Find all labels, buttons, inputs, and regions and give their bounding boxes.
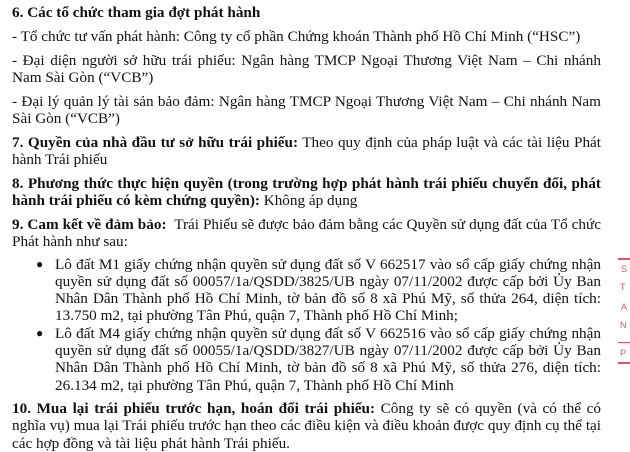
section-6-heading: 6. Các tổ chức tham gia đợt phát hành — [12, 4, 261, 21]
section-6 — [12, 4, 601, 127]
section-6-item-collateral-agent: - Đại lý quản lý tài sản bảo đảm: Ngân hàng TMCP Ngoại Thương Việt Nam – Chi nhánh Nam Sài Gòn (“VCB”) — [12, 92, 601, 127]
bullet-icon: ● — [36, 325, 44, 340]
stamp-letter: P — [620, 348, 627, 358]
section-10-text: Công ty sẽ có quyền (và có thể có nghĩa vụ) mua lại Trái phiếu trước hạn theo các điều kiện và điều khoản được quy định cụ thể tại các hợp đồng và tài liệu phát hành Trái phiếu. — [12, 399, 601, 452]
section-7 — [12, 134, 601, 169]
section-10-label: 10. Mua lại trái phiếu trước hạn, hoán đổi trái phiếu: — [12, 399, 376, 417]
section-8 — [12, 175, 601, 210]
stamp-letter: T — [620, 282, 626, 292]
collateral-item-m1: Lô đất M1 giấy chứng nhận quyền sử dụng đất số V 662517 vào sổ cấp giấy chứng nhận quyền sử dụng đất số 00057/1a/QSDD/3825/UB ngày 07/11/2002 được cấp bởi Ủy Ban Nhân Dân Thành phố Hồ Chí Minh, tờ bản đồ số 8 xã Phú Mỹ, số thửa 264, diện tích: 13.750 m2, tại phường Tân Phú, quận 7, Thành phố Hồ Chí Minh; — [55, 255, 601, 325]
section-6-item-bondholder-rep: - Đại diện người sở hữu trái phiếu: Ngân hàng TMCP Ngoại Thương Việt Nam – Chi nhánh Nam Sài Gòn (“VCB”) — [12, 51, 601, 86]
section-10 — [12, 400, 601, 452]
section-7-label: 7. Quyền của nhà đầu tư sở hữu trái phiếu: — [12, 133, 299, 151]
stamp-line — [618, 258, 630, 260]
section-9-label: 9. Cam kết về đảm bảo: — [12, 215, 167, 233]
section-8-text: Không áp dụng — [259, 192, 358, 210]
section-7-text: Theo quy định của pháp luật và các tài liệu Phát hành Trái phiếu — [12, 133, 601, 169]
section-9 — [12, 215, 605, 251]
stamp-letter: S — [621, 264, 628, 274]
stamp-letter: N — [620, 320, 627, 330]
stamp-line — [618, 362, 630, 364]
collateral-item-m4: Lô đất M4 giấy chứng nhận quyền sử dụng đất số V 662516 vào sổ cấp giấy chứng nhận quyền sử dụng đất số 00055/1a/QSDD/3827/UB ngày 07/11/2002 được cấp bởi Ủy Ban Nhân Dân Thành phố Hồ Chí Minh, tờ bản đồ số 8 xã Phú Mỹ, số thửa 276, diện tích: 26.134 m2, tại phường Tân Phú, quận 7, Thành phố Hồ Chí Minh — [55, 324, 601, 394]
stamp-letter: A — [621, 302, 628, 312]
collateral-list — [12, 256, 601, 394]
stamp-line — [618, 342, 630, 343]
document-page — [12, 4, 605, 452]
section-6-item-advisor: - Tổ chức tư vấn phát hành: Công ty cổ phần Chứng khoán Thành phố Hồ Chí Minh (“HSC”) — [12, 27, 581, 45]
section-9-text: Trái Phiếu sẽ được bảo đảm bằng các Quyền sử dụng đất của Tổ chức Phát hành như sau: — [12, 215, 605, 251]
bullet-icon: ● — [36, 256, 44, 271]
list-item — [36, 324, 601, 394]
section-8-label: 8. Phương thức thực hiện quyền (trong trường hợp phát hành trái phiếu chuyển đổi, phát hành trái phiếu có kèm chứng quyền): — [12, 174, 601, 210]
list-item — [36, 255, 601, 325]
red-stamp-fragment — [618, 258, 630, 376]
